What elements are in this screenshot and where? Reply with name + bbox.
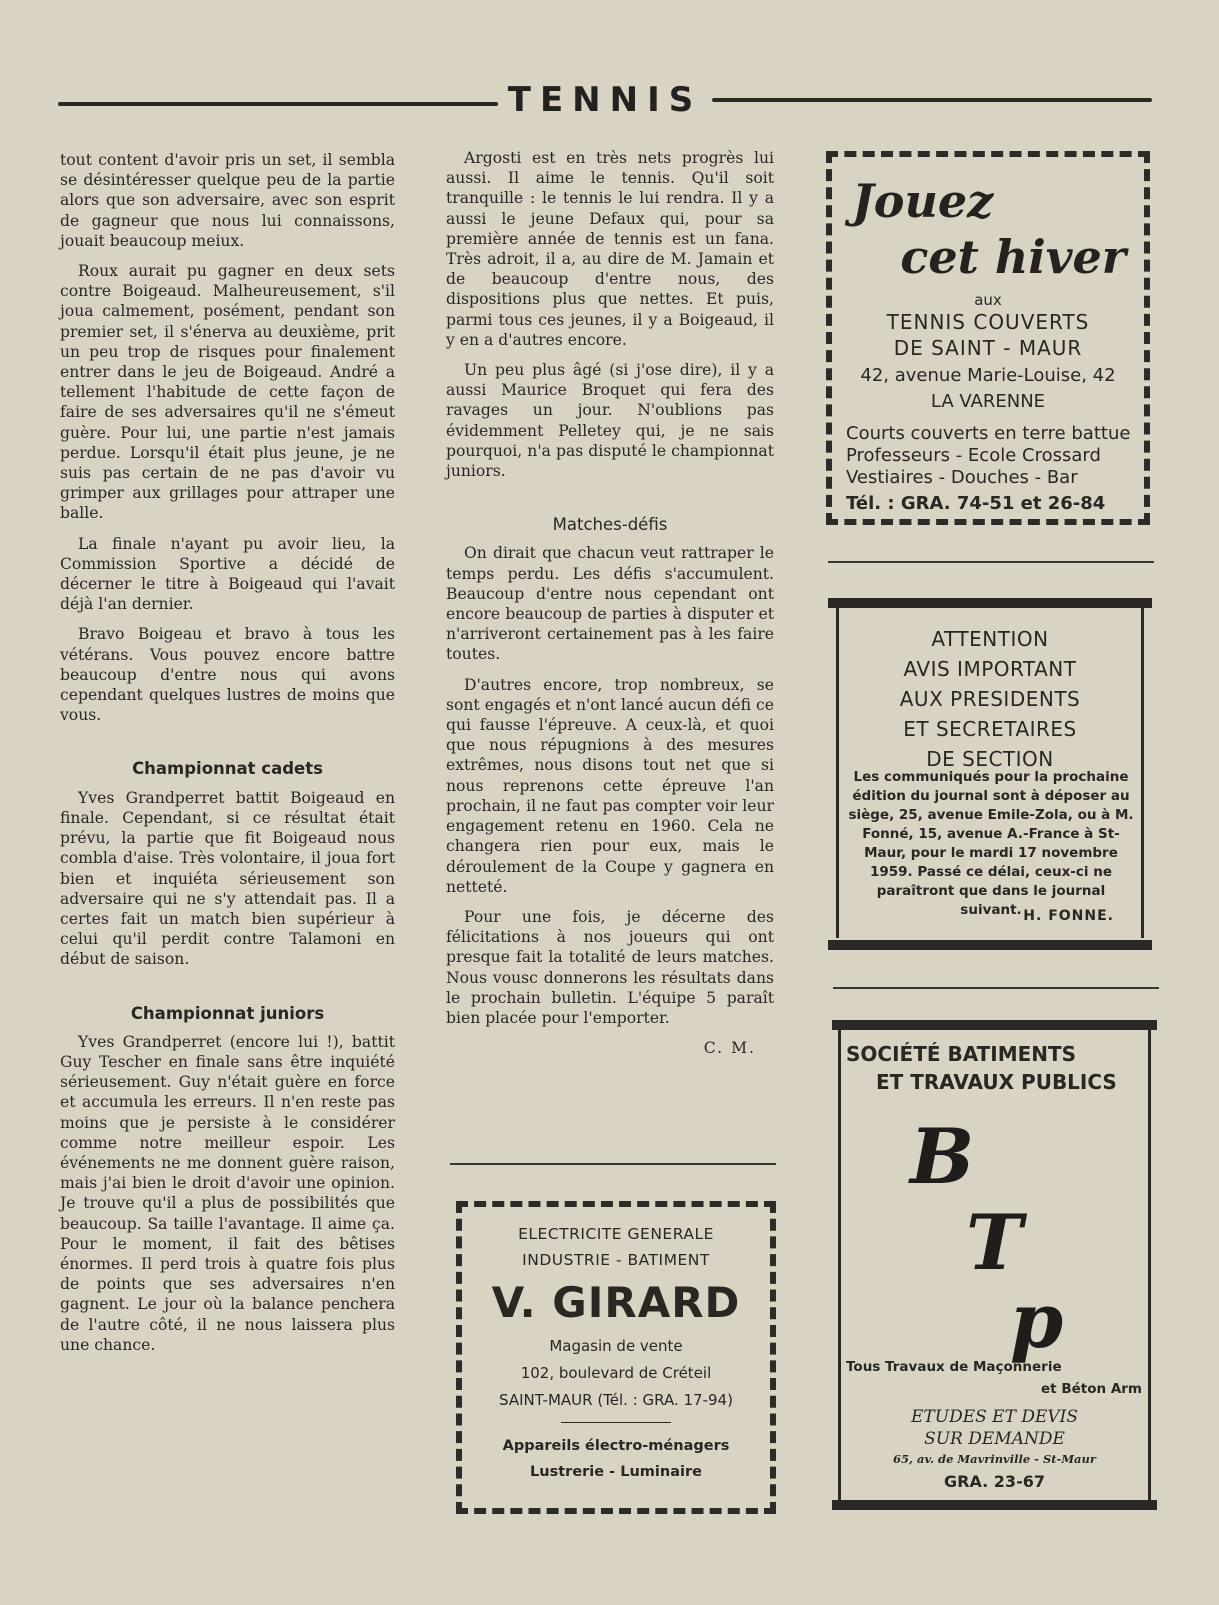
ad-v-girard — [456, 1201, 776, 1514]
ad-bar-bottom — [832, 1500, 1157, 1510]
ad-feature: Vestiaires - Douches - Bar — [846, 467, 1078, 488]
notice-headings — [828, 624, 1152, 774]
subheading-defis: Matches-défis — [552, 515, 668, 535]
notice-bar-bottom — [828, 940, 1152, 950]
paragraph: Un peu plus âgé (si j'ose dire), il y a aussi Maurice Broquet qui fera des ravages un jour. N'oublions pas évidemment Pelletey qui, je ne sais pourquoi, n'a pas disputé le championnat juniors. — [446, 361, 774, 481]
ad-phone: Tél. : GRA. 74-51 et 26-84 — [846, 493, 1106, 514]
ad-tennis-couverts — [826, 151, 1150, 525]
ad-etudes-line: ETUDES ET DEVIS — [911, 1407, 1078, 1427]
btp-letter-p: p — [1010, 1276, 1064, 1365]
ad-phone: GRA. 23-67 — [944, 1472, 1045, 1491]
notice-body: Les communiqués pour la prochaine édition du journal sont à déposer au siège, 25, avenue Emile-Zola, ou à M. Fonné, 15, avenue A.-France à St-Maur, pour le mardi 17 novembre 1959. Passé ce délai, ceux-ci ne paraîtront que dans le journal suivant. — [848, 769, 1134, 918]
ad-etudes — [832, 1406, 1157, 1450]
header-rule-left — [58, 102, 498, 106]
ad-separator — [561, 1422, 671, 1423]
subheading-juniors: Championnat juniors — [130, 1003, 325, 1023]
ad-address: LA VARENNE — [930, 391, 1046, 412]
btp-letter-t: T — [966, 1198, 1023, 1287]
header-rule-right — [712, 98, 1152, 102]
ad-name: DE SAINT - MAUR — [893, 336, 1083, 360]
paragraph: On dirait que chacun veut rattraper le temps perdu. Les défis s'accumulent. Beaucoup d'entre nous cependant ont encore beaucoup de parties à disputer et n'arriveront certainement pas à les faire toutes. — [446, 544, 774, 664]
ad-company-line: ET TRAVAUX PUBLICS — [876, 1070, 1117, 1094]
ad-script-line: Jouez — [852, 174, 994, 228]
paragraph: D'autres encore, trop nombreux, se sont engagés et n'ont lancé aucun défi ce qui fausse l'épreuve. A ceux-là, et quoi que nous répugnions à des mesures extrêmes, nous disons tout net que si nous reprenons cette épreuve l'an prochain, il ne faut pas compter voir leur engagement retenu en 1960. Cela ne changera rien pour eux, mais le déroulement de la Coupe y gagnera en netteté. — [446, 675, 774, 896]
ad-line: SAINT-MAUR (Tél. : GRA. 17-94) — [499, 1391, 733, 1409]
ad-feature: Courts couverts en terre battue — [846, 423, 1131, 444]
ad-address: 42, avenue Marie-Louise, 42 — [860, 365, 1116, 386]
ad-features — [842, 423, 1134, 489]
notice-heading: ET SECRETAIRES — [903, 717, 1077, 741]
notice-heading: DE SECTION — [926, 747, 1054, 771]
ad-script-line: cet hiver — [900, 230, 1126, 284]
divider — [828, 561, 1154, 563]
paragraph: Roux aurait pu gagner en deux sets contre Boigeaud. Malheureusement, s'il joua calmement, posément, pendant son premier set, il s'énerva au deuxième, prit un peu trop de risques pour finalement entrer dans le jeu de Boigeaud. André a tellement l'habitude de cette façon de faire de ses adversaires qu'il ne s'émeut guère. Pour lui, une partie n'est jamais perdue. Lorsqu'il était plus jeune, je ne suis pas certain de ne pas d'avoir vu grimper aux grillages pour attraper une balle. — [60, 262, 395, 523]
paragraph: La finale n'ayant pu avoir lieu, la Commission Sportive a décidé de décerner le titre à Boigeaud qui l'avait déjà l'an dernier. — [60, 534, 395, 614]
notice-heading: AUX PRESIDENTS — [899, 687, 1081, 711]
ad-btp — [832, 1020, 1157, 1510]
ad-line: INDUSTRIE - BATIMENT — [522, 1251, 710, 1269]
ad-line: Lustrerie - Luminaire — [530, 1464, 702, 1480]
ad-name: TENNIS COUVERTS — [886, 310, 1090, 334]
ad-address: 65, av. de Mavrinville - St-Maur — [893, 1452, 1096, 1466]
paragraph: Yves Grandperret (encore lui !), battit Guy Tescher en finale sans être inquiété sérieusement. Guy n'était guère en force et accumula les erreurs. Il n'en reste pas moins que je persiste à le considérer comme notre meilleur espoir. Les événements ne me donnent guère raison, mais j'ai bien le droit d'avoir une opinion. Je trouve qu'il a plus de possibilités que beaucoup. Sa taille l'avantage. Il aime ça. Pour le moment, il fait des bêtises énormes. Il perd trois à quatre fois plus de points que ses adversaires n'en gagnent. Le jour où la balance penchera de l'autre côté, il ne nous laissera plus une chance. — [60, 1032, 395, 1354]
divider — [450, 1163, 776, 1165]
ad-company-line: SOCIÉTÉ BATIMENTS — [846, 1042, 1077, 1066]
ad-line: 102, boulevard de Créteil — [520, 1364, 712, 1382]
notice-heading: AVIS IMPORTANT — [903, 657, 1077, 681]
notice-signature: H. FONNE. — [1023, 908, 1114, 924]
ad-line: Magasin de vente — [549, 1337, 683, 1355]
paragraph: Yves Grandperret battit Boigeaud en finale. Cependant, si ce résultat était prévu, la partie que fit Boigeaud nous combla d'aise. Très volontaire, il joua fort bien et inquiéta sérieusement son adversaire qui ne s'y attendait pas. Il a certes fait un match bien supérieur à celui qu'il perdit contre Talamoni en début de saison. — [60, 788, 395, 969]
paragraph: Argosti est en très nets progrès lui aussi. Il aime le tennis. Qu'il soit tranquille : le tennis le lui rendra. Il y a aussi le jeune Defaux qui, pour sa première année de tennis est un fana. Très adroit, il a, au dire de M. Jamain et de beaucoup d'entre nous, des dispositions plus que nettes. Et puis, parmi tous ces jeunes, il y a Boigeaud, il y en a d'autres encore. — [446, 149, 774, 349]
ad-company-name — [846, 1040, 1117, 1096]
paragraph: Bravo Boigeau et bravo à tous les vétérans. Vous pouvez encore battre beaucoup d'entre nous qui avons cependant quelques lustres de moins que vous. — [60, 625, 395, 725]
ad-service: Tous Travaux de Maçonnerie — [846, 1359, 1062, 1375]
ad-line: Appareils électro-ménagers — [502, 1438, 730, 1454]
subheading-cadets: Championnat cadets — [132, 759, 323, 779]
ad-feature: Professeurs - Ecole Crossard — [846, 445, 1101, 466]
notice-bar-top — [828, 598, 1152, 608]
article-column-1 — [60, 150, 395, 1365]
notice-attention — [828, 598, 1152, 950]
ad-service: et Béton Arm — [1041, 1381, 1142, 1397]
ad-line: ELECTRICITE GENERALE — [518, 1225, 714, 1243]
ad-text: aux — [974, 291, 1002, 309]
ad-bar-top — [832, 1020, 1157, 1030]
ad-company-name: V. GIRARD — [491, 1278, 741, 1327]
notice-heading: ATTENTION — [931, 627, 1049, 651]
btp-letter-b: B — [910, 1112, 975, 1201]
paragraph: tout content d'avoir pris un set, il sembla se désintéresser quelque peu de la partie alors que son adversaire, avec son esprit de gagneur que nous lui connaissons, jouait beaucoup meiux. — [60, 151, 395, 250]
article-column-2 — [446, 148, 774, 1058]
section-header — [58, 80, 1152, 124]
section-title: TENNIS — [507, 80, 703, 120]
paragraph: Pour une fois, je décerne des félicitations à nos joueurs qui ont presque fait la totalité de leurs matches. Nous vousc donnerons les résultats dans le prochain bulletin. L'équipe 5 paraît bien placée pour l'emporter. — [446, 907, 774, 1027]
signature: C. M. — [703, 1039, 756, 1058]
divider — [833, 987, 1159, 989]
ad-services — [846, 1356, 1146, 1400]
ad-etudes-line: SUR DEMANDE — [924, 1429, 1065, 1449]
